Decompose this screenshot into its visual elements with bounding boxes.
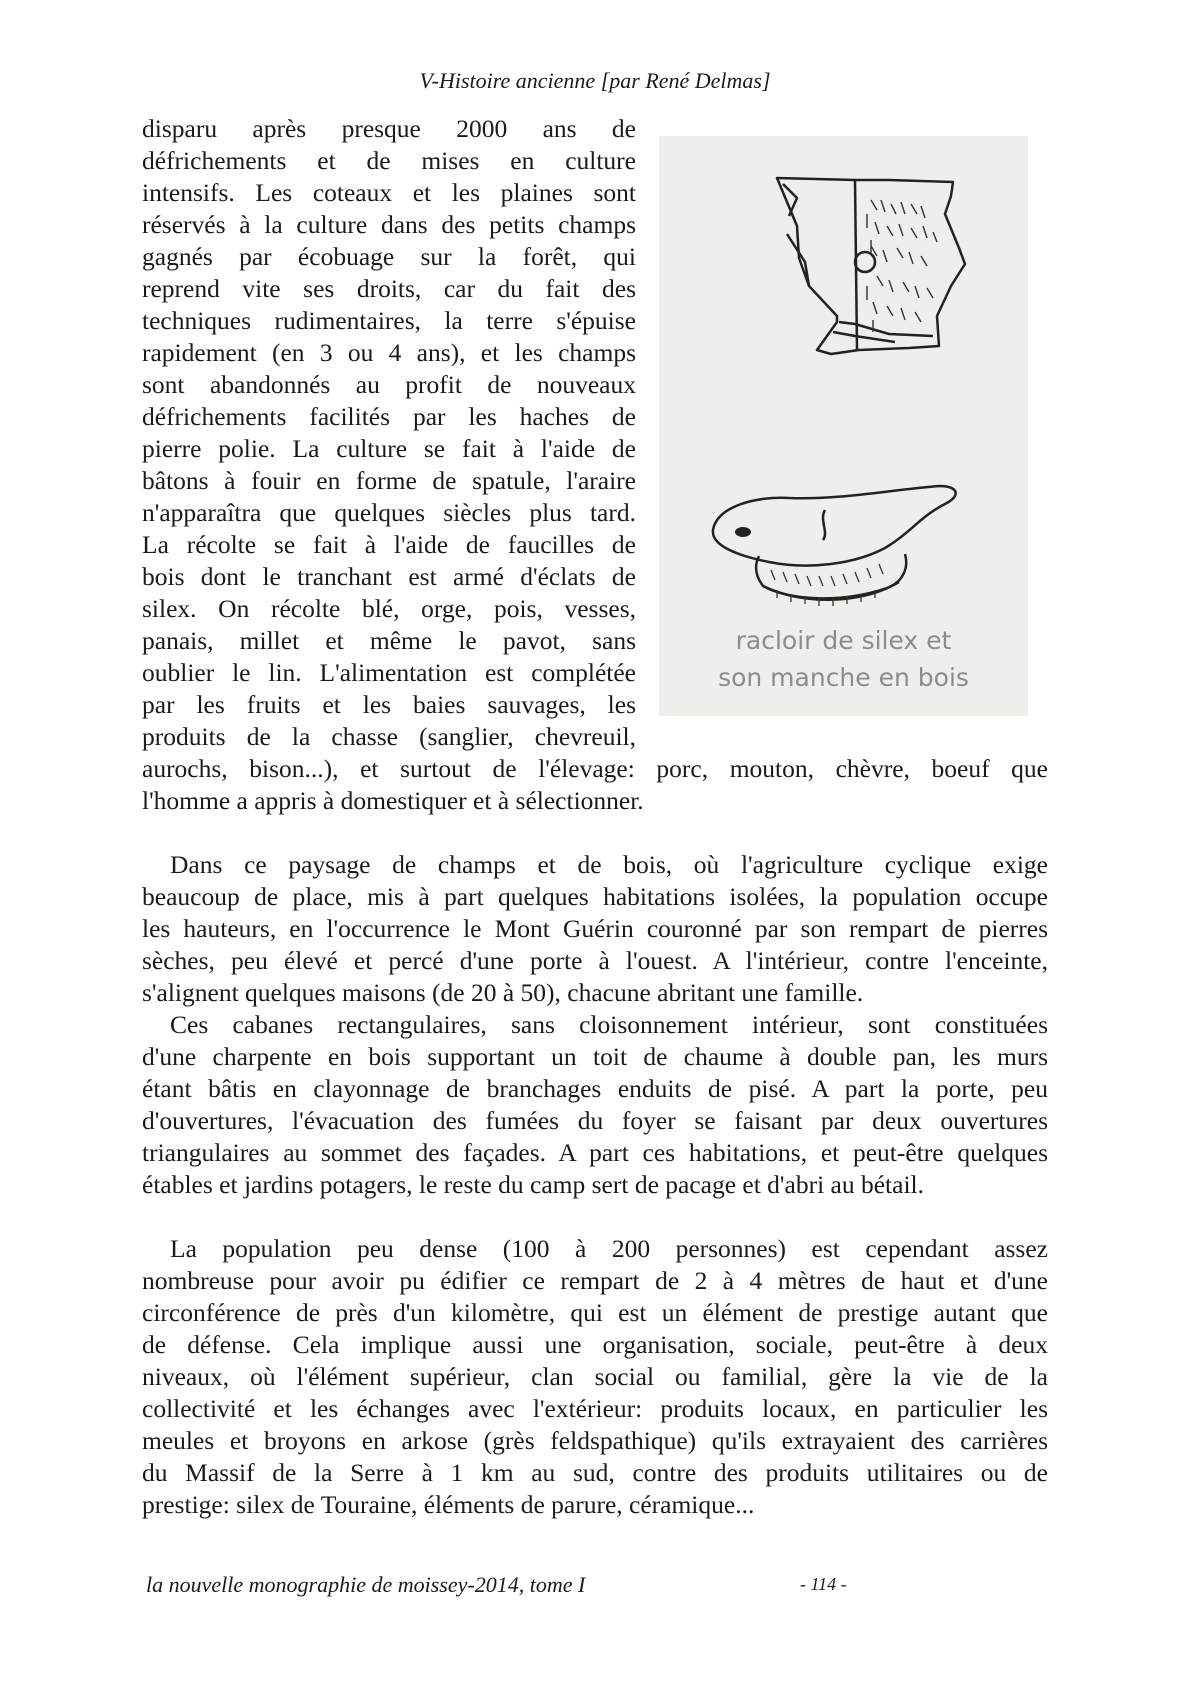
- text-line: La récolte se fait à l'aide de faucilles de: [142, 530, 636, 559]
- text-line: beaucoup de place, mis à part quelques habitations isolées, la population occupe: [142, 882, 1048, 911]
- text-line: niveaux, où l'élément supérieur, clan social ou familial, gère la vie de la: [142, 1362, 1048, 1391]
- pottery-vase-drawing: [777, 178, 965, 354]
- text-line: sont abandonnés au profit de nouveaux: [142, 370, 636, 399]
- text-line: sèches, peu élevé et percé d'une porte à l'ouest. A l'intérieur, contre l'enceinte,: [142, 946, 1048, 975]
- figure-caption-line-1: racloir de silex et: [735, 626, 952, 655]
- text-line: oublier le lin. L'alimentation est complétée: [142, 658, 636, 687]
- pottery-decoration-hatching: [867, 200, 937, 332]
- paragraph-1-beside-figure: [142, 113, 636, 753]
- text-line: collectivité et les échanges avec l'extérieur: produits locaux, en particulier les: [142, 1394, 1048, 1423]
- text-line: défrichements et de mises en culture: [142, 146, 636, 175]
- text-line: les hauteurs, en l'occurrence le Mont Guérin couronné par son rempart de pierres: [142, 914, 1048, 943]
- text-line: triangulaires au sommet des façades. A part ces habitations, et peut-être quelques: [142, 1138, 1048, 1167]
- text-line: étant bâtis en clayonnage de branchages enduits de pisé. A part la porte, peu: [142, 1074, 1048, 1103]
- illustration-figure: [659, 136, 1028, 716]
- text-line: rapidement (en 3 ou 4 ans), et les champs: [142, 338, 636, 367]
- text-line: d'une charpente en bois supportant un toit de chaume à double pan, les murs: [142, 1042, 1048, 1071]
- text-line: pierre polie. La culture se fait à l'aide de: [142, 434, 636, 463]
- text-line: prestige: silex de Touraine, éléments de parure, céramique...: [142, 1490, 755, 1519]
- text-line: panais, millet et même le pavot, sans: [142, 626, 636, 655]
- text-line: réservés à la culture dans des petits champs: [142, 210, 636, 239]
- text-line: par les fruits et les baies sauvages, les: [142, 690, 636, 719]
- text-line: disparu après presque 2000 ans de: [142, 114, 636, 143]
- footer-publication: la nouvelle monographie de moissey-2014, tome I: [146, 1572, 586, 1597]
- text-line: nombreuse pour avoir pu édifier ce rempart de 2 à 4 mètres de haut et d'une: [142, 1266, 1048, 1295]
- paragraph-3: [142, 1009, 1048, 1201]
- text-line: d'ouvertures, l'évacuation des fumées du foyer se faisant par deux ouvertures: [142, 1106, 1048, 1135]
- text-line: aurochs, bison...), et surtout de l'élevage: porc, mouton, chèvre, boeuf que: [142, 754, 1048, 783]
- text-line: gagnés par écobuage sur la forêt, qui: [142, 242, 636, 271]
- paragraph-2: [142, 849, 1048, 1009]
- text-line: Dans ce paysage de champs et de bois, où l'agriculture cyclique exige: [170, 850, 1048, 879]
- text-line: n'apparaîtra que quelques siècles plus tard.: [142, 498, 636, 527]
- text-line: l'homme a appris à domestiquer et à sélectionner.: [142, 786, 644, 815]
- text-line: du Massif de la Serre à 1 km au sud, contre des produits utilitaires ou de: [142, 1458, 1048, 1487]
- text-line: étables et jardins potagers, le reste du camp sert de pacage et d'abri au bétail.: [142, 1170, 925, 1199]
- text-line: La population peu dense (100 à 200 personnes) est cependant assez: [170, 1234, 1048, 1263]
- text-line: Ces cabanes rectangulaires, sans cloisonnement intérieur, sont constituées: [170, 1010, 1048, 1039]
- text-line: intensifs. Les coteaux et les plaines sont: [142, 178, 636, 207]
- text-line: bois dont le tranchant est armé d'éclats de: [142, 562, 636, 591]
- text-line: s'alignent quelques maisons (de 20 à 50), chacune abritant une famille.: [142, 978, 864, 1007]
- scraper-details: [735, 527, 751, 537]
- text-line: bâtons à fouir en forme de spatule, l'araire: [142, 466, 636, 495]
- footer-page-number: - 114 -: [800, 1574, 847, 1594]
- paragraph-1-continuation: [142, 753, 1048, 817]
- text-line: de défense. Cela implique aussi une organisation, sociale, peut-être à deux: [142, 1330, 1048, 1359]
- text-line: meules et broyons en arkose (grès feldspathique) qu'ils extrayaient des carrières: [142, 1426, 1048, 1455]
- text-line: défrichements facilités par les haches de: [142, 402, 636, 431]
- figure-caption-line-2: son manche en bois: [718, 663, 969, 692]
- paragraph-4: [142, 1233, 1048, 1521]
- text-line: silex. On récolte blé, orge, pois, vesses,: [142, 594, 636, 623]
- text-line: produits de la chasse (sanglier, chevreuil,: [142, 722, 636, 751]
- running-header: V-Histoire ancienne [par René Delmas]: [419, 68, 771, 93]
- text-line: circonférence de près d'un kilomètre, qui est un élément de prestige autant que: [142, 1298, 1048, 1327]
- text-line: reprend vite ses droits, car du fait des: [142, 274, 636, 303]
- figure-caption: [659, 622, 1028, 696]
- text-line: techniques rudimentaires, la terre s'épuise: [142, 306, 636, 335]
